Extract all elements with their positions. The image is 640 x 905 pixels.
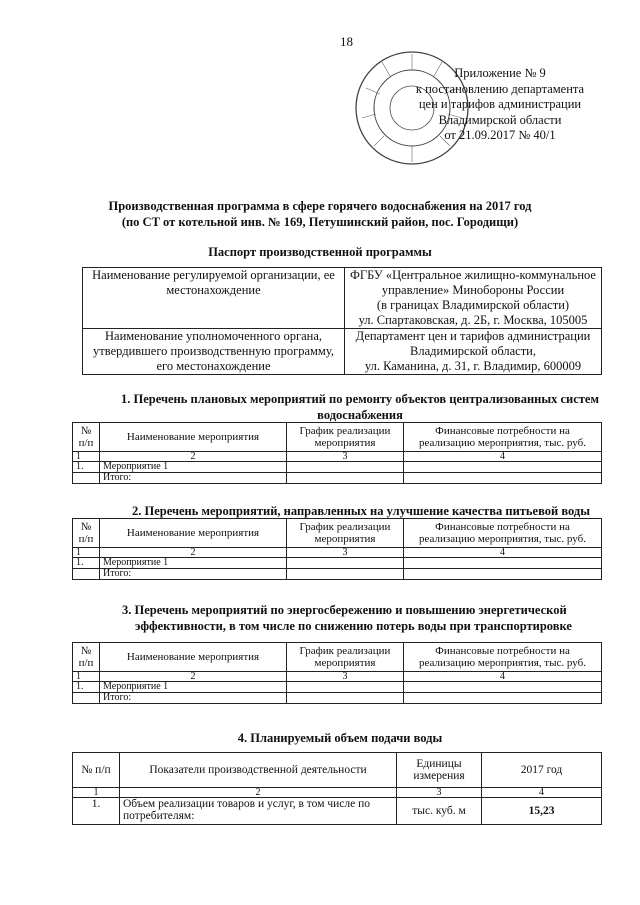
table-cell	[404, 569, 602, 580]
appendix-line: к постановлению департамента	[415, 81, 585, 96]
header-cell: График реализации мероприятия	[287, 519, 404, 548]
table-cell	[404, 558, 602, 569]
page-number: 18	[340, 34, 353, 49]
table-cell	[287, 693, 404, 704]
table-header-row	[73, 753, 602, 788]
section-2-title: 2. Перечень мероприятий, направленных на улучшение качества питьевой воды	[132, 504, 590, 518]
header-cell: Единицы измерения	[397, 753, 482, 788]
section-2-table	[72, 518, 602, 580]
cell-line: Департамент цен и тарифов администрации	[355, 329, 591, 343]
header-cell: График реализации мероприятия	[287, 643, 404, 672]
header-cell: Наименование мероприятия	[100, 643, 287, 672]
table-cell: 4	[404, 548, 602, 558]
header-cell: 2017 год	[482, 753, 602, 788]
section-1-table	[72, 422, 602, 484]
table-cell	[73, 473, 100, 484]
title-line: эффективности, в том числе по снижению потерь воды при транспортировке	[135, 618, 572, 633]
header-cell: № п/п	[73, 423, 100, 452]
header-cell: Наименование мероприятия	[100, 519, 287, 548]
appendix-block	[400, 66, 600, 144]
header-cell: Наименование мероприятия	[100, 423, 287, 452]
table-cell: Итого:	[100, 473, 287, 484]
table-cell	[404, 462, 602, 473]
table-cell: тыс. куб. м	[397, 798, 482, 825]
table-cell: 3	[287, 548, 404, 558]
cell-line: Владимирской области,	[410, 344, 536, 358]
appendix-line: от 21.09.2017 № 40/1	[444, 128, 556, 142]
cell-line: ФГБУ «Центральное жилищно-коммунальное	[350, 268, 596, 282]
cell-line: ул. Спартаковская, д. 2Б, г. Москва, 105005	[358, 313, 588, 327]
table-cell: 1	[73, 548, 100, 558]
table-cell: 1.	[73, 558, 100, 569]
table-row	[73, 558, 602, 569]
section-3-table	[72, 642, 602, 704]
cell-line: (в границах Владимирской области)	[376, 298, 570, 312]
table-cell	[73, 693, 100, 704]
table-header-row	[73, 643, 602, 672]
table-cell: 2	[120, 788, 397, 798]
table-cell: 4	[404, 672, 602, 682]
table-cell	[287, 558, 404, 569]
section-4-table	[72, 752, 602, 825]
appendix-line: Владимирской области	[438, 112, 562, 127]
table-cell: Мероприятие 1	[100, 682, 287, 693]
table-header-row	[73, 519, 602, 548]
table-cell	[287, 682, 404, 693]
table-cell: 1	[73, 452, 100, 462]
table-cell	[345, 329, 602, 375]
table-cell: 2	[100, 672, 287, 682]
table-row	[73, 548, 602, 558]
table-row	[73, 672, 602, 682]
table-row	[73, 569, 602, 580]
table-cell: 1.	[73, 682, 100, 693]
table-cell: Итого:	[100, 693, 287, 704]
table-cell: Мероприятие 1	[100, 462, 287, 473]
table-row	[83, 268, 602, 329]
title-line: водоснабжения	[317, 407, 403, 422]
table-cell: 1.	[73, 462, 100, 473]
header-cell: График реализации мероприятия	[287, 423, 404, 452]
table-cell: 1	[73, 672, 100, 682]
table-cell: 3	[287, 452, 404, 462]
table-row	[73, 452, 602, 462]
table-cell	[287, 462, 404, 473]
header-cell: № п/п	[73, 519, 100, 548]
table-cell: Итого:	[100, 569, 287, 580]
table-cell: 4	[482, 788, 602, 798]
table-cell: Объем реализации товаров и услуг, в том числе по потребителям:	[120, 798, 397, 825]
passport-table	[82, 267, 602, 375]
table-cell	[345, 268, 602, 329]
table-row	[73, 693, 602, 704]
title-line: Производственная программа в сфере горячего водоснабжения на 2017 год	[108, 199, 532, 213]
document-title	[60, 198, 580, 230]
table-cell	[287, 473, 404, 484]
table-cell: 1	[73, 788, 120, 798]
table-cell: 3	[397, 788, 482, 798]
table-cell	[404, 682, 602, 693]
table-row	[73, 473, 602, 484]
table-cell	[404, 473, 602, 484]
header-cell: № п/п	[73, 643, 100, 672]
appendix-line: цен и тарифов администрации	[418, 97, 582, 111]
table-cell: 3	[287, 672, 404, 682]
table-cell: 2	[100, 548, 287, 558]
passport-heading: Паспорт производственной программы	[208, 245, 432, 259]
section-3-title	[100, 603, 620, 634]
header-cell: Финансовые потребности на реализацию мероприятия, тыс. руб.	[404, 643, 602, 672]
table-row	[83, 329, 602, 375]
table-cell	[73, 569, 100, 580]
title-line: 1. Перечень плановых мероприятий по ремонту объектов централизованных систем	[121, 392, 599, 406]
table-cell: Наименование регулируемой организации, ее местонахождение	[83, 268, 345, 329]
appendix-line: Приложение № 9	[454, 66, 546, 80]
table-cell: 4	[404, 452, 602, 462]
header-cell: Показатели производственной деятельности	[120, 753, 397, 788]
header-cell: Финансовые потребности на реализацию мероприятия, тыс. руб.	[404, 519, 602, 548]
table-row	[73, 788, 602, 798]
header-cell: № п/п	[73, 753, 120, 788]
header-cell: Финансовые потребности на реализацию мероприятия, тыс. руб.	[404, 423, 602, 452]
table-row	[73, 682, 602, 693]
table-cell	[404, 693, 602, 704]
table-cell: 2	[100, 452, 287, 462]
title-line: 3. Перечень мероприятий по энергосбережению и повышению энергетической	[122, 603, 567, 617]
title-line: (по СТ от котельной инв. № 169, Петушинский район, пос. Городищи)	[121, 215, 519, 229]
section-4-title: 4. Планируемый объем подачи воды	[237, 731, 443, 745]
table-row	[73, 798, 602, 825]
cell-line: управление» Минобороны России	[381, 283, 565, 297]
section-1-title	[100, 392, 620, 423]
table-cell: Наименование уполномоченного органа, утвердившего производственную программу, его местонахождение	[83, 329, 345, 375]
cell-line: ул. Каманина, д. 31, г. Владимир, 600009	[364, 359, 582, 373]
table-cell: 15,23	[482, 798, 602, 825]
table-cell: Мероприятие 1	[100, 558, 287, 569]
table-cell	[287, 569, 404, 580]
table-cell: 1.	[73, 798, 120, 825]
table-row	[73, 462, 602, 473]
table-header-row	[73, 423, 602, 452]
